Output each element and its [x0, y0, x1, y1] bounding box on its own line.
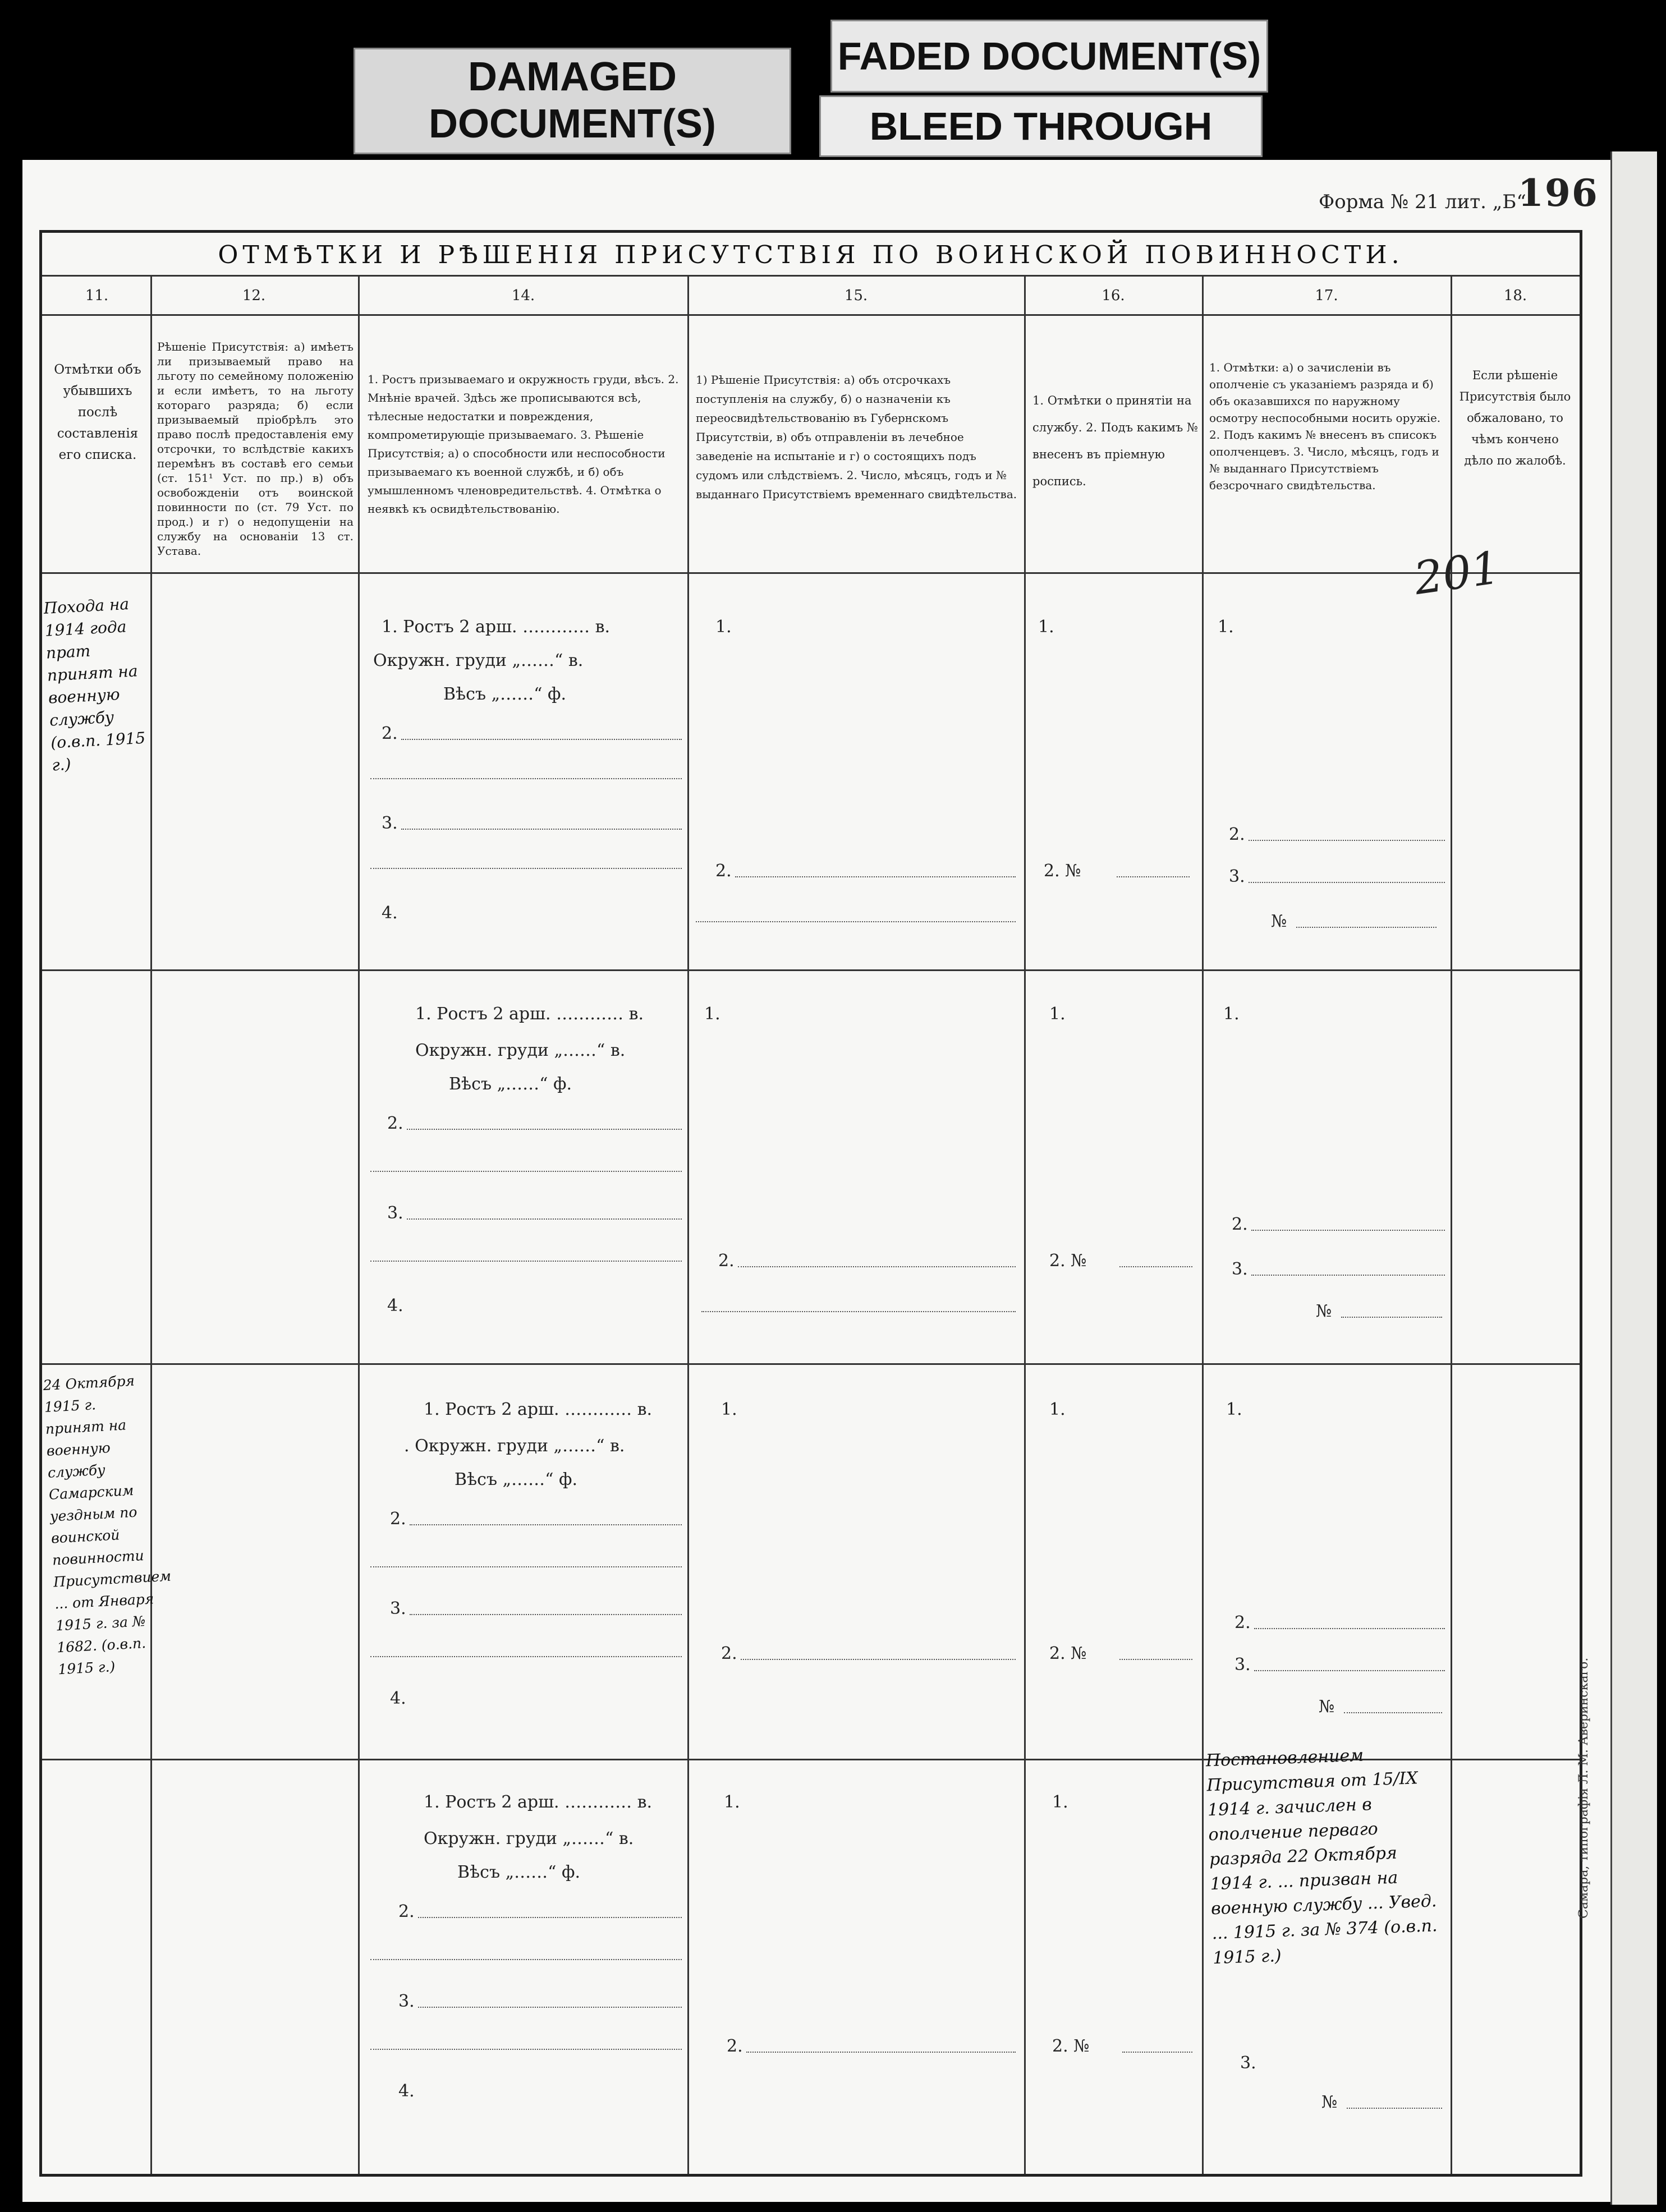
- column-header-16: 1. Отмѣтки о принятіи на службу. 2. Подъ какимъ № внесенъ въ пріемную роспись.: [1032, 394, 1198, 488]
- fill-line: [1296, 926, 1436, 928]
- fill-line: [370, 867, 682, 869]
- fill-line: [1119, 1265, 1192, 1267]
- weight-field: Вѣсъ „……“ ф.: [443, 684, 567, 704]
- col16-item-1: 1.: [1038, 617, 1054, 637]
- printer-imprint: Самара, типографія Л. М. Аверинскаго.: [1577, 1657, 1591, 1919]
- chest-field: . Окружн. груди „……“ в.: [404, 1436, 625, 1456]
- fill-line: [370, 1259, 682, 1262]
- col16-item-2: 2. №: [1049, 1251, 1087, 1271]
- column-number-12: 12.: [242, 287, 266, 304]
- fill-line: [418, 1916, 682, 1918]
- height-field: 1. Ростъ 2 арш. ………… в.: [424, 1792, 653, 1812]
- fill-line: [410, 1523, 682, 1525]
- rule: [42, 1363, 1580, 1365]
- column-number-11: 11.: [85, 287, 109, 304]
- col15-item-2: 2.: [715, 861, 732, 881]
- fill-line: [410, 1613, 682, 1615]
- height-field: 1. Ростъ 2 арш. ………… в.: [415, 1004, 644, 1024]
- item-4: 4.: [387, 1296, 403, 1316]
- fill-line: [1249, 839, 1445, 841]
- item-2: 2.: [398, 1902, 415, 1921]
- bleed-through-label: BLEED THROUGH: [819, 95, 1263, 157]
- item-2: 2.: [390, 1509, 406, 1529]
- column-divider: [687, 275, 689, 2174]
- fill-line: [1344, 1711, 1442, 1713]
- col17-item-2: 2.: [1234, 1613, 1251, 1632]
- col16-item-1: 1.: [1052, 1792, 1068, 1812]
- col15-item-1: 1.: [721, 1400, 737, 1419]
- item-4: 4.: [382, 903, 398, 923]
- column-header-12: Рѣшеніе Присутствія: а) имѣетъ ли призываемый право на льготу по семейному положенію и если имѣетъ, то на льготу котораго разряда; б) если призываемый пріобрѣлъ это право послѣ предоставленія ему отсрочки, то вслѣдствіе какихъ перемѣнъ въ составѣ его семьи (ст. 151¹ Уст. по пр.) в) объ освобожденіи отъ воинской повинности по (ст. 79 Уст. по прод.) и г) о недопущеніи на службу на основаніи 13 ст. Устава.: [157, 340, 354, 558]
- column-header-11: Отмѣтки объ убывшихъ послѣ составленія его списка.: [54, 362, 141, 462]
- column-number-14: 14.: [511, 287, 535, 304]
- column-divider: [1024, 275, 1026, 2174]
- weight-field: Вѣсъ „……“ ф.: [455, 1470, 578, 1489]
- sheet-number: 196: [1518, 171, 1599, 215]
- fill-line: [407, 1128, 682, 1130]
- col17-item-1: 1.: [1223, 1004, 1240, 1024]
- col17-no: №: [1321, 2093, 1338, 2112]
- item-3: 3.: [398, 1992, 415, 2011]
- fill-line: [738, 1265, 1016, 1267]
- fill-line: [1254, 1627, 1445, 1629]
- table-banner: ОТМѢТКИ И РѢШЕНІЯ ПРИСУТСТВІЯ ПО ВОИНСКОЙ ПОВИННОСТИ.: [218, 241, 1404, 269]
- chest-field: Окружн. груди „……“ в.: [415, 1041, 626, 1060]
- col17-item-3: 3.: [1234, 1655, 1251, 1675]
- item-3: 3.: [387, 1203, 403, 1223]
- faded-document-label: FADED DOCUMENT(S): [830, 20, 1268, 93]
- fill-line: [370, 1655, 682, 1657]
- fill-line: [735, 875, 1016, 877]
- fill-line: [370, 1565, 682, 1567]
- column-number-18: 18.: [1503, 287, 1527, 304]
- col15-item-1: 1.: [724, 1792, 740, 1812]
- form-number: Форма № 21 лит. „Б“: [1319, 191, 1526, 213]
- col17-item-1: 1.: [1218, 617, 1234, 637]
- fill-line: [1122, 2050, 1192, 2053]
- col16-item-2: 2. №: [1049, 1644, 1087, 1663]
- item-4: 4.: [390, 1689, 406, 1708]
- weight-field: Вѣсъ „……“ ф.: [457, 1863, 581, 1882]
- item-2: 2.: [382, 724, 398, 743]
- col17-item-3: 3.: [1229, 867, 1245, 886]
- col17-no: №: [1316, 1302, 1332, 1321]
- col16-item-2: 2. №: [1052, 2036, 1090, 2056]
- fill-line: [370, 1170, 682, 1172]
- height-field: 1. Ростъ 2 арш. ………… в.: [424, 1400, 653, 1419]
- chest-field: Окружн. груди „……“ в.: [424, 1829, 634, 1848]
- col17-item-3: 3.: [1232, 1259, 1248, 1279]
- handwritten-note: 24 Октября 1915 г. принят на военную службу Самарским уездным по воинской повинности Присутствием ... от Января 1915 г. за № 1682. (о.в.п. 1915 г.): [43, 1372, 172, 1678]
- column-divider: [150, 275, 152, 2174]
- item-2: 2.: [387, 1114, 403, 1133]
- col15-item-2: 2.: [727, 2036, 743, 2056]
- col17-item-1: 1.: [1226, 1400, 1242, 1419]
- height-field: 1. Ростъ 2 арш. ………… в.: [382, 617, 611, 637]
- handwritten-note: Постановлением Присутствия от 15/IX 1914 г. зачислен в ополчение перваго разряда 22 Октября 1914 г. ... призван на военную службу ... Увед. ... 1915 г. за № 374 (о.в.п. 1915 г.): [1205, 1745, 1438, 1969]
- handwritten-note: Похода на 1914 года прат принят на военную службу (о.в.п. 1915 г.): [43, 594, 146, 775]
- column-header-17: 1. Отмѣтки: а) о зачисленіи въ ополченіе съ указаніемъ разряда и б) объ оказавшихся по наружному осмотру неспособными носить оружіе. 2. Подъ какимъ № внесенъ въ списокъ ополченцевъ. 3. Число, мѣсяцъ, годъ и № выданнаго Присутствіемъ безсрочнаго свидѣтельства.: [1209, 361, 1441, 492]
- column-divider: [1202, 275, 1204, 2174]
- fill-line: [701, 1310, 1016, 1312]
- fill-line: [1251, 1229, 1445, 1231]
- column-number-16: 16.: [1102, 287, 1125, 304]
- col17-no: №: [1271, 912, 1287, 931]
- col17-no: №: [1319, 1697, 1335, 1717]
- fill-line: [401, 738, 682, 740]
- rule: [42, 314, 1580, 316]
- fill-line: [741, 1658, 1016, 1660]
- fill-line: [370, 1958, 682, 1960]
- item-3: 3.: [382, 813, 398, 833]
- col15-item-2: 2.: [718, 1251, 735, 1271]
- fill-line: [1341, 1316, 1442, 1318]
- fill-line: [418, 2006, 682, 2008]
- col16-item-1: 1.: [1049, 1400, 1066, 1419]
- col16-item-1: 1.: [1049, 1004, 1066, 1024]
- chest-field: Окружн. груди „……“ в.: [373, 651, 584, 670]
- fill-line: [696, 920, 1016, 922]
- weight-field: Вѣсъ „……“ ф.: [449, 1074, 572, 1094]
- fill-line: [370, 2048, 682, 2050]
- fill-line: [1251, 1273, 1445, 1276]
- page-edge: [1610, 151, 1657, 2205]
- fill-line: [401, 827, 682, 830]
- col15-item-1: 1.: [704, 1004, 720, 1024]
- col17-item-2: 2.: [1232, 1215, 1248, 1234]
- damaged-document-label: DAMAGED DOCUMENT(S): [354, 48, 791, 154]
- fill-line: [1117, 875, 1190, 877]
- column-number-17: 17.: [1315, 287, 1338, 304]
- column-header-18: Если рѣшеніе Присутствія было обжаловано, то чѣмъ кончено дѣло по жалобѣ.: [1459, 369, 1571, 467]
- column-header-14: 1. Ростъ призываемаго и окружность груди, вѣсъ. 2. Мнѣніе врачей. Здѣсь же прописываются всѣ, тѣлесные недостатки и повреждения, компрометирующіе призываемаго. 3. Рѣшеніе Присутствія; а) о способности или неспособности призываемаго къ военной службѣ, и б) объ умышленномъ членовредительствѣ. 4. Отмѣтка о неявкѣ къ освидѣтельствованію.: [368, 373, 679, 516]
- margin-number: 201: [1411, 541, 1503, 605]
- fill-line: [1347, 2107, 1442, 2109]
- col15-item-2: 2.: [721, 1644, 737, 1663]
- column-number-15: 15.: [844, 287, 868, 304]
- column-header-15: 1) Рѣшеніе Присутствія: а) объ отсрочкахъ поступленія на службу, б) о назначеніи къ переосвидѣтельствованію въ Губернскомъ Присутствіи, в) объ отправленіи въ лечебное заведеніе на испытаніе и г) о состоящихъ подъ судомъ или слѣдствіемъ. 2. Число, мѣсяцъ, годъ и № выданнаго Присутствіемъ временнаго свидѣтельства.: [696, 373, 1017, 501]
- fill-line: [1249, 881, 1445, 883]
- item-3: 3.: [390, 1599, 406, 1618]
- fill-line: [407, 1217, 682, 1220]
- col15-item-1: 1.: [715, 617, 732, 637]
- col17-item-3: 3.: [1240, 2053, 1256, 2073]
- fill-line: [1254, 1669, 1445, 1671]
- fill-line: [370, 777, 682, 779]
- col17-item-2: 2.: [1229, 825, 1245, 844]
- item-4: 4.: [398, 2081, 415, 2101]
- col16-item-2: 2. №: [1044, 861, 1081, 881]
- fill-line: [1119, 1658, 1192, 1660]
- rule: [42, 275, 1580, 277]
- rule: [42, 969, 1580, 971]
- rule: [42, 572, 1580, 574]
- column-divider: [358, 275, 360, 2174]
- fill-line: [746, 2050, 1016, 2053]
